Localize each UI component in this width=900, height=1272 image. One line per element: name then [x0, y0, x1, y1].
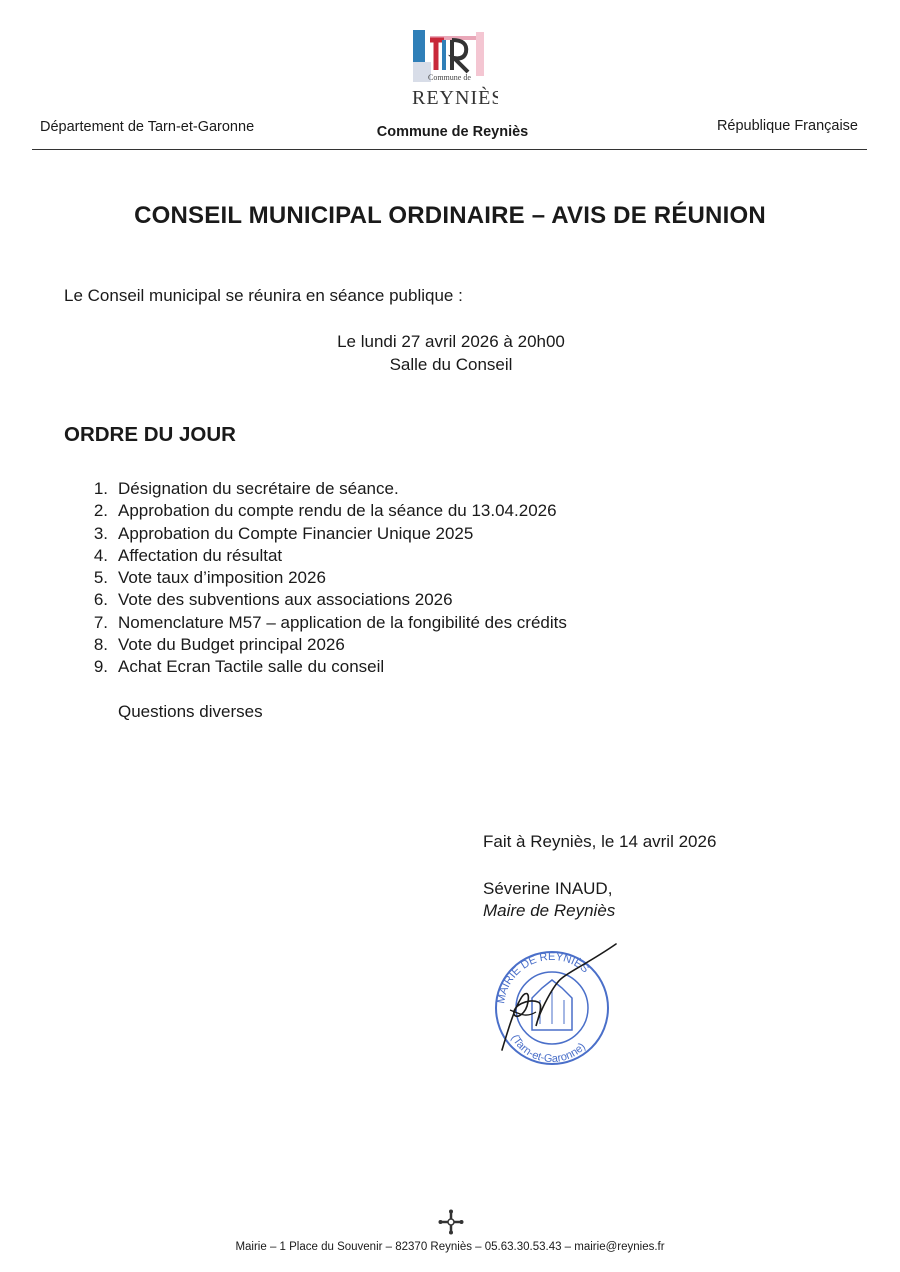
commune-label: Commune de Reyniès [376, 124, 529, 140]
agenda-item-text: Approbation du Compte Financier Unique 2025 [118, 523, 474, 543]
agenda-item-number: 3. [93, 523, 108, 543]
logo-small-text: Commune de [428, 73, 471, 82]
stamp-top-text: MAIRIE DE REYNIÈS [495, 950, 591, 1005]
agenda-item-number: 4. [93, 545, 108, 565]
place-date: Fait à Reyniès, le 14 avril 2026 [483, 832, 717, 851]
agenda-item-text: Vote du Budget principal 2026 [118, 635, 345, 655]
agenda-item-text: Vote des subventions aux associations 2026 [118, 590, 453, 610]
footer-contact: Mairie – 1 Place du Souvenir – 82370 Reyniès – 05.63.30.53.43 – mairie@reynies.fr [235, 1241, 665, 1253]
meeting-date: Le lundi 27 avril 2026 à 20h00 [337, 332, 565, 351]
agenda-item-number: 5. [93, 568, 108, 588]
page-title: CONSEIL MUNICIPAL ORDINAIRE – AVIS DE RÉUNION [134, 202, 766, 229]
agenda-item-number: 1. [93, 479, 108, 498]
agenda-item-text: Approbation du compte rendu de la séance du 13.04.2026 [118, 501, 557, 521]
signer-role: Maire de Reyniès [483, 901, 616, 920]
agenda-item [88, 478, 567, 500]
agenda-item [88, 523, 567, 545]
agenda-item-number: 7. [93, 612, 108, 632]
agenda-item-text: Vote taux d’imposition 2026 [118, 568, 326, 588]
stamp-bottom-text: (Tarn-et-Garonne) [508, 1032, 589, 1065]
agenda-item [88, 500, 567, 522]
occitan-cross-icon [438, 1209, 464, 1235]
agenda-item [88, 567, 567, 589]
agenda-item-number: 8. [93, 635, 108, 655]
official-stamp [480, 940, 630, 1065]
agenda-item [88, 656, 567, 678]
meeting-info [0, 330, 900, 376]
agenda-item-number: 2. [93, 501, 108, 521]
agenda-list [88, 478, 567, 679]
signer-name: Séverine INAUD, [483, 879, 613, 898]
agenda-item-text: Achat Ecran Tactile salle du conseil [118, 657, 385, 677]
agenda-title: ORDRE DU JOUR [64, 423, 236, 446]
agenda-item [88, 634, 567, 656]
republic-label: République Française [716, 118, 858, 134]
department-label: Département de Tarn-et-Garonne [40, 119, 255, 135]
agenda-item-text: Affectation du résultat [118, 545, 283, 565]
agenda-item [88, 545, 567, 567]
agenda-item [88, 589, 567, 611]
meeting-place: Salle du Conseil [389, 355, 513, 374]
commune-logo [408, 26, 498, 116]
logo-main-text: REYNIÈS [412, 87, 498, 109]
signer-block [483, 878, 615, 922]
header-divider [32, 149, 867, 150]
agenda-item-number: 9. [93, 657, 108, 677]
agenda-item [88, 612, 567, 634]
other-questions: Questions diverses [118, 702, 263, 721]
agenda-item-number: 6. [93, 590, 108, 610]
intro-text: Le Conseil municipal se réunira en séance publique : [64, 286, 463, 305]
agenda-item-text: Nomenclature M57 – application de la fongibilité des crédits [118, 612, 567, 632]
agenda-item-text: Désignation du secrétaire de séance. [118, 479, 399, 498]
